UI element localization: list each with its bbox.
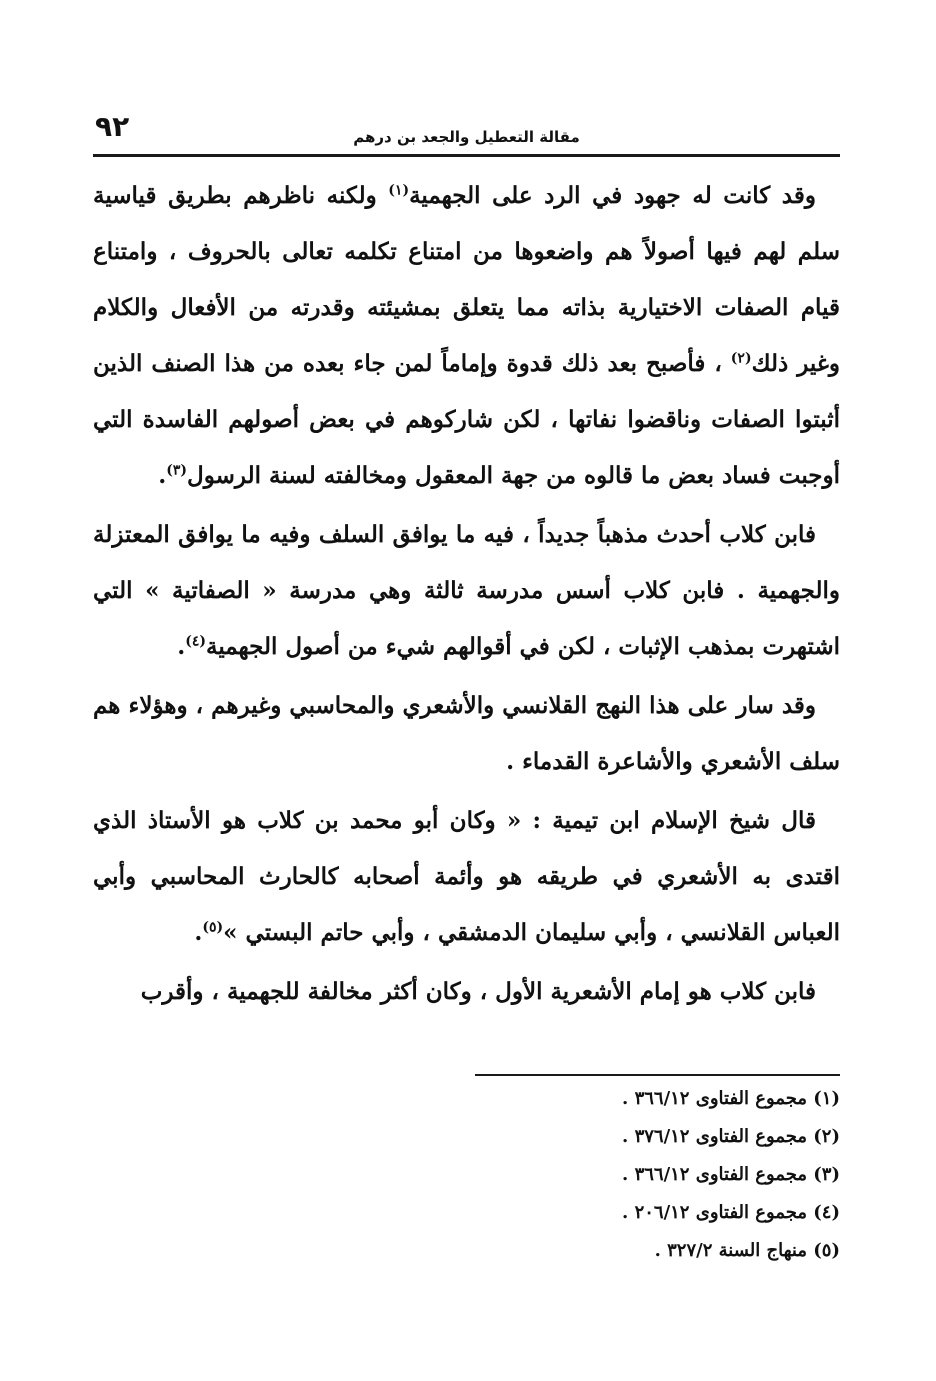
paragraph-text: وقد كانت له جهود في الرد على الجهمية: [409, 182, 816, 209]
main-text: [93, 168, 840, 1023]
paragraph-3: [93, 678, 840, 790]
paragraph-4: [93, 793, 840, 961]
paragraph-1: [93, 168, 840, 504]
footnote-1: (١) مجموع الفتاوى ٣٦٦/١٢ .: [622, 1088, 840, 1109]
footnote-reference[interactable]: (٢): [730, 350, 752, 367]
footnote-reference[interactable]: (٥): [202, 919, 224, 936]
paragraph-text: وقد سار على هذا النهج القلانسي والأشعري والمحاسبي وغيرهم ، وهؤلاء هم سلف الأشعري والأشاعرة القدماء .: [93, 692, 840, 775]
footnote-reference[interactable]: (١): [388, 182, 410, 199]
paragraph-text: قال شيخ الإسلام ابن تيمية : « وكان أبو محمد بن كلاب هو الأستاذ الذي اقتدى به الأشعري في طريقه هو وأئمة أصحابه كالحارث المحاسبي وأبي العباس القلانسي ، وأبي سليمان الدمشقي ، وأبي حاتم البستي »: [93, 807, 840, 946]
paragraph-text: فابن كلاب أحدث مذهباً جديداً ، فيه ما يوافق السلف وفيه ما يوافق المعتزلة والجهمية . فابن كلاب أسس مدرسة ثالثة وهي مدرسة « الصفاتية » التي اشتهرت بمذهب الإثبات ، لكن في أقوالهم شيء من أصول الجهمية: [93, 521, 840, 660]
footnotes: [440, 1080, 840, 1270]
footnote-4: (٤) مجموع الفتاوى ٢٠٦/١٢ .: [622, 1202, 840, 1223]
footnote-3: (٣) مجموع الفتاوى ٣٦٦/١٢ .: [622, 1164, 840, 1185]
page-number: ٩٢: [95, 110, 130, 143]
footnote-5: (٥) منهاج السنة ٣٢٧/٢ .: [654, 1240, 840, 1261]
paragraph-5: [93, 964, 840, 1020]
running-title: مقالة التعطيل والجعد بن درهم: [353, 128, 580, 146]
footnote-reference[interactable]: (٤): [185, 633, 206, 650]
paragraph-text: .: [158, 462, 167, 489]
paragraph-text: فابن كلاب هو إمام الأشعرية الأول ، وكان أكثر مخالفة للجهمية ، وأقرب: [140, 978, 816, 1005]
paragraph-text: ، فأصبح بعد ذلك قدوة وإماماً لمن جاء بعده من هذا الصنف الذين أثبتوا الصفات وناقضوا نفاتها ، لكن شاركوهم في بعض أصولهم الفاسدة التي أوجبت فساد بعض ما قالوه من جهة المعقول ومخالفته لسنة الرسول: [93, 350, 840, 489]
footnote-2: (٢) مجموع الفتاوى ٣٧٦/١٢ .: [622, 1126, 840, 1147]
paragraph-text: .: [177, 633, 186, 660]
paragraph-text: ولكنه ناظرهم بطريق قياسية سلم لهم فيها أصولاً هم واضعوها من امتناع تكلمه تعالى بالحروف ، وامتناع قيام الصفات الاختيارية بذاته مما يتعلق بمشيئته وقدرته من الأفعال والكلام وغير ذلك: [93, 182, 840, 377]
footnote-reference[interactable]: (٣): [166, 462, 188, 479]
paragraph-2: [93, 507, 840, 675]
footnote-divider: [475, 1074, 840, 1076]
page-header: [93, 110, 840, 157]
paragraph-text: .: [194, 919, 203, 946]
